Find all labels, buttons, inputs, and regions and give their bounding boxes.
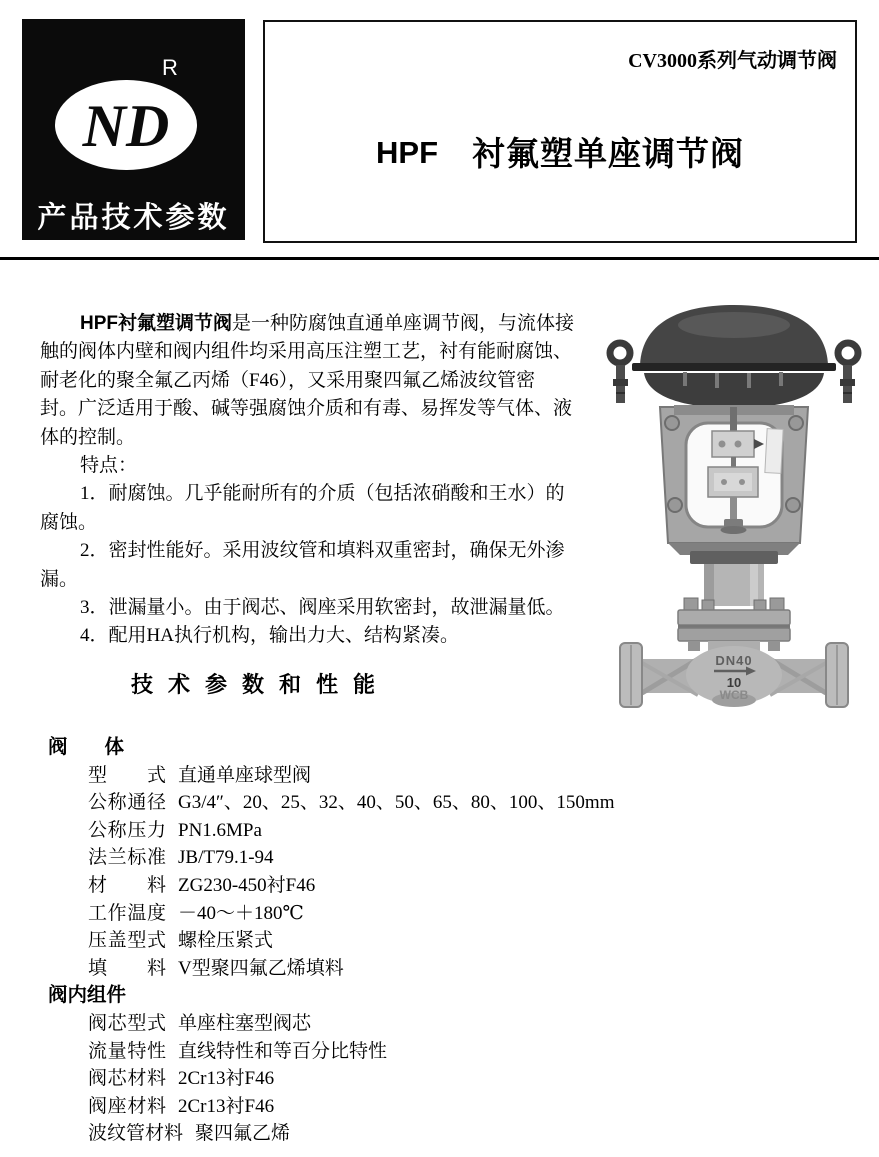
intro-line: 封。广泛适用于酸、碱等强腐蚀介质和有毒、易挥发等气体、液 [40,398,573,420]
feature-item: 1．耐腐蚀。几乎能耐所有的介质（包括浓硝酸和王水）的 [80,483,565,505]
body-marking-dn: DN40 [715,653,753,668]
intro-lead-bold: HPF衬氟塑调节阀 [80,313,233,334]
spec-value: 单座柱塞型阀芯 [178,1012,312,1034]
spec-value: 2Cr13衬F46 [178,1095,275,1117]
divider-rule [0,257,879,260]
spec-row [48,1010,614,1038]
spec-label: 流量特性 [88,1040,166,1062]
spec-tag [765,429,783,474]
spec-row [48,955,614,983]
spec-label: 材料 [88,874,166,896]
spec-group-heading-trim: 阀内组件 [48,984,127,1007]
feature-item: 4．配用HA执行机构，输出力大、结构紧凑。 [80,625,459,647]
spec-label: 阀座材料 [88,1095,166,1117]
feature-item: 3．泄漏量小。由于阀芯、阀座采用软密封，故泄漏量低。 [80,596,565,618]
spec-value: 直通单座球型阀 [178,764,312,786]
features-label: 特点： [80,454,138,476]
brand-caption: 产品技术参数 [37,202,230,234]
valve-photo-svg [598,293,870,708]
spec-label: 型式 [88,764,166,786]
spec-label: 法兰标准 [88,847,166,869]
series-label: CV3000系列气动调节阀 [628,50,837,72]
spec-label: 阀芯型式 [88,1012,166,1034]
spec-value: －40～＋180℃ [178,902,304,924]
spec-group-heading-body: 阀体 [48,736,124,758]
registered-mark: R [162,55,178,80]
spec-value: 聚四氟乙烯 [195,1123,291,1145]
spec-row [48,762,614,790]
body-marking-material: WCB [719,688,749,702]
spec-row [48,844,614,872]
body-marking-pn: 10 [726,675,742,690]
spec-row [48,1120,614,1148]
spec-value: PN1.6MPa [178,819,262,841]
logo-monogram: ND [82,93,170,159]
spec-label: 公称压力 [88,819,166,841]
spec-row [48,872,614,900]
section-heading: 技术参数和性能 [131,672,391,697]
spec-label: 波纹管材料 [88,1123,184,1145]
feature-item: 漏。 [40,568,79,590]
spec-label: 阀芯材料 [88,1068,166,1090]
spec-label: 填料 [88,957,166,979]
valve-photo [598,293,870,708]
spec-row [48,1065,614,1093]
feature-item: 2．密封性能好。采用波纹管和填料双重密封，确保无外渗 [80,540,565,562]
spec-label: 工作温度 [88,902,166,924]
spec-value: 直线特性和等百分比特性 [178,1040,388,1062]
eye-bolt-left [610,343,630,403]
actuator-dome [632,305,836,408]
page-title [265,128,855,175]
intro-lead-rest: 是一种防腐蚀直通单座调节阀，与流体接 [232,313,575,334]
spec-label: 公称通径 [88,792,166,814]
spec-row [48,789,614,817]
specs-section [48,734,614,1148]
spec-row [48,817,614,845]
intro-line: 触的阀体内壁和阀内组件均采用高压注塑工艺，衬有能耐腐蚀、 [40,341,573,363]
spec-row [48,927,614,955]
spec-row [48,1038,614,1066]
spec-value: V型聚四氟乙烯填料 [178,957,344,979]
spec-row [48,1093,614,1121]
header-box [263,20,857,243]
brand-logo-icon [22,19,245,191]
spec-value: 螺栓压紧式 [178,930,274,952]
spec-row [48,900,614,928]
spec-value: ZG230-450衬F46 [178,874,316,896]
spec-value: 2Cr13衬F46 [178,1068,275,1090]
spec-label: 压盖型式 [88,930,166,952]
feature-item: 腐蚀。 [40,511,98,533]
eye-bolt-right [838,343,858,403]
spec-value: G3/4″、20、25、32、40、50、65、80、100、150mm [178,792,615,814]
intro-line: 体的控制。 [40,426,136,448]
intro-paragraph [40,310,600,651]
intro-line: 耐老化的聚全氟乙丙烯（F46），又采用聚四氟乙烯波纹管密 [40,369,536,391]
intro-line [40,310,600,338]
valve-body [620,643,848,707]
brand-panel [22,19,245,240]
product-title: 衬氟塑单座调节阀 [472,137,744,173]
spec-value: JB/T79.1-94 [178,847,274,869]
product-model: HPF [376,135,438,170]
